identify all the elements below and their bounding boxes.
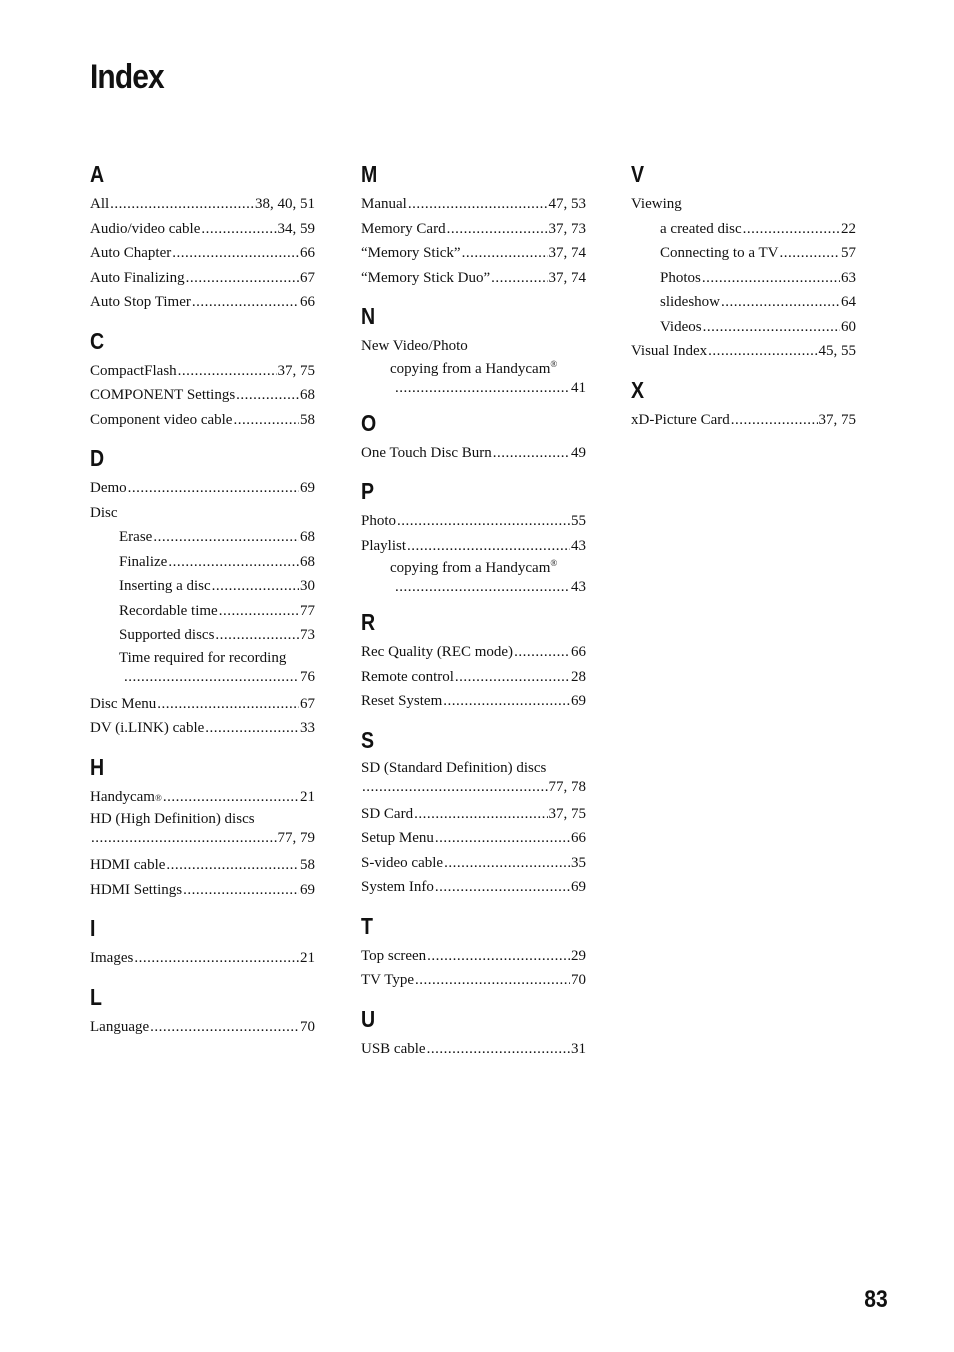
index-entry-pages-line	[90, 668, 315, 686]
index-column-1	[90, 160, 315, 1051]
index-entry	[361, 689, 586, 714]
entry-pages: 68	[300, 553, 315, 570]
entry-pages: 69	[300, 480, 315, 496]
dot-leader	[168, 550, 299, 575]
entry-label: Auto Chapter	[90, 245, 172, 261]
entry-label: CompactFlash	[90, 362, 177, 379]
dot-leader	[153, 525, 299, 550]
dot-leader	[447, 217, 548, 242]
dot-leader	[493, 441, 570, 466]
entry-pages: 30	[300, 578, 315, 594]
entry-label: Remote control	[361, 668, 454, 685]
dot-leader	[186, 266, 299, 291]
entry-pages: 66	[571, 644, 586, 660]
section-letter: I	[90, 915, 96, 941]
index-entry	[90, 1015, 315, 1040]
entry-label: Finalize	[119, 553, 168, 570]
entry-pages: 69	[571, 879, 586, 895]
index-entry	[90, 408, 315, 433]
index-entry	[90, 853, 315, 878]
index-entry	[361, 534, 586, 559]
index-entry	[90, 241, 315, 266]
index-entry	[90, 692, 315, 717]
index-entry-pages-line	[90, 829, 315, 847]
entry-label: xD-Picture Card	[631, 411, 730, 428]
index-entry	[90, 648, 315, 668]
entry-pages: 69	[300, 881, 315, 898]
index-entry	[90, 383, 315, 408]
dot-leader	[134, 946, 299, 971]
dot-leader	[435, 875, 570, 900]
dot-leader	[779, 241, 840, 266]
entry-label: All	[90, 196, 110, 212]
entry-label: USB cable	[361, 1040, 426, 1057]
entry-pages: 43	[571, 579, 586, 595]
dot-leader	[514, 640, 570, 665]
entry-pages: 60	[841, 318, 856, 335]
dot-leader	[395, 578, 570, 596]
dot-leader	[201, 217, 276, 242]
entry-label: Images	[90, 950, 134, 966]
index-entry	[631, 339, 856, 364]
dot-leader	[491, 266, 547, 291]
section-letter: V	[631, 161, 645, 187]
index-section-o	[361, 409, 586, 466]
entry-pages: 37, 75	[277, 362, 315, 379]
entry-pages: 28	[571, 668, 586, 685]
section-letter: S	[361, 726, 375, 753]
dot-leader	[91, 829, 277, 847]
entry-pages: 66	[300, 294, 315, 310]
entry-label: System Info	[361, 879, 434, 895]
entry-label: Audio/video cable	[90, 220, 201, 237]
index-entry-pages-line	[361, 778, 586, 796]
dot-leader	[183, 878, 299, 903]
entry-pages: 68	[300, 529, 315, 545]
index-section-d	[90, 444, 315, 741]
entry-pages: 66	[571, 830, 586, 846]
dot-leader	[703, 315, 840, 340]
dot-leader	[427, 944, 570, 969]
section-letter: C	[90, 327, 105, 354]
entry-label: Disc Menu	[90, 695, 157, 712]
dot-leader	[721, 290, 840, 315]
page-title: Index	[90, 58, 164, 96]
index-entry	[90, 623, 315, 648]
entry-label: Reset System	[361, 693, 443, 709]
dot-leader	[708, 339, 817, 364]
index-entry	[361, 509, 586, 534]
entry-label: Memory Card	[361, 220, 446, 237]
index-entry-pages-line	[361, 578, 586, 596]
entry-label: Photos	[660, 269, 701, 286]
dot-leader	[110, 192, 254, 217]
index-entry	[361, 441, 586, 466]
dot-leader	[743, 217, 840, 242]
index-entry	[90, 192, 315, 217]
index-entry	[361, 758, 586, 778]
entry-label: One Touch Disc Burn	[361, 444, 492, 461]
index-column-2	[361, 160, 586, 1073]
dot-leader	[163, 785, 299, 810]
entry-label: copying from a Handycam	[390, 360, 551, 377]
section-letter: O	[361, 409, 377, 436]
entry-pages: 66	[300, 245, 315, 261]
registered-mark: ®	[550, 558, 558, 568]
entry-pages: 58	[300, 411, 315, 428]
dot-leader	[166, 853, 299, 878]
dot-leader	[443, 689, 570, 714]
index-entry	[361, 266, 586, 291]
index-entry	[361, 241, 586, 266]
entry-pages: 35	[571, 854, 586, 871]
dot-leader	[192, 290, 299, 315]
index-entry	[90, 716, 315, 741]
index-section-s	[361, 726, 586, 900]
entry-pages: 38, 40, 51	[255, 196, 315, 212]
index-entry	[361, 968, 586, 993]
entry-pages: 67	[300, 269, 315, 286]
entry-pages: 33	[300, 720, 315, 736]
index-section-t	[361, 912, 586, 993]
section-letter: L	[90, 983, 102, 1010]
entry-pages: 76	[300, 668, 315, 685]
entry-pages: 70	[571, 972, 586, 988]
dot-leader	[212, 574, 299, 599]
index-entry	[90, 878, 315, 903]
dot-leader	[414, 802, 547, 827]
entry-label: HDMI cable	[90, 857, 166, 873]
index-entry	[631, 266, 856, 291]
index-section-i	[90, 914, 315, 971]
index-entry	[90, 217, 315, 242]
index-entry	[631, 408, 856, 433]
entry-label: Playlist	[361, 537, 407, 554]
registered-mark: ®	[550, 358, 558, 369]
index-section-v	[631, 160, 856, 364]
dot-leader	[455, 665, 570, 690]
index-column-3	[631, 160, 856, 444]
entry-pages: 58	[300, 857, 315, 873]
entry-label: Connecting to a TV	[660, 245, 779, 261]
entry-label: New Video/Photo	[361, 338, 468, 354]
entry-label: Visual Index	[631, 343, 708, 359]
index-entry	[90, 809, 315, 829]
dot-leader	[219, 599, 299, 624]
index-section-m	[361, 160, 586, 290]
entry-pages: 49	[571, 444, 586, 461]
entry-pages: 41	[571, 379, 586, 396]
page-number: 83	[864, 1286, 888, 1313]
index-entry	[361, 851, 586, 876]
entry-label: Disc	[90, 504, 118, 521]
entry-label: Handycam	[90, 788, 155, 805]
entry-pages: 55	[571, 513, 586, 529]
section-letter: A	[90, 161, 105, 187]
entry-pages: 77, 79	[277, 830, 315, 846]
entry-pages: 57	[841, 245, 856, 261]
entry-pages: 64	[841, 294, 856, 310]
entry-pages: 37, 73	[548, 220, 586, 237]
index-entry	[361, 334, 586, 359]
index-entry	[90, 550, 315, 575]
entry-label: “Memory Stick Duo”	[361, 269, 491, 286]
dot-leader	[395, 379, 570, 397]
index-section-r	[361, 608, 586, 714]
section-letter: M	[361, 161, 378, 187]
index-entry	[90, 476, 315, 501]
entry-label: Auto Finalizing	[90, 269, 185, 286]
dot-leader	[444, 851, 570, 876]
entry-pages: 21	[300, 788, 315, 805]
entry-pages: 63	[841, 269, 856, 286]
index-entry	[361, 640, 586, 665]
entry-label: DV (i.LINK) cable	[90, 720, 205, 736]
dot-leader	[150, 1015, 299, 1040]
dot-leader	[408, 192, 548, 217]
entry-pages: 77	[300, 602, 315, 619]
dot-leader	[233, 408, 299, 433]
dot-leader	[215, 623, 299, 648]
dot-leader	[415, 968, 570, 993]
index-entry	[361, 875, 586, 900]
section-letter: H	[90, 753, 105, 780]
entry-pages: 68	[300, 387, 315, 403]
entry-pages: 70	[300, 1018, 315, 1035]
entry-pages: 69	[571, 693, 586, 709]
entry-label: Recordable time	[119, 602, 218, 619]
index-entry	[361, 192, 586, 217]
index-entry	[90, 501, 315, 526]
entry-pages: 37, 74	[548, 245, 586, 261]
dot-leader	[435, 826, 570, 851]
index-entry	[90, 599, 315, 624]
index-entry	[631, 217, 856, 242]
dot-leader	[731, 408, 818, 433]
index-section-n	[361, 302, 586, 397]
entry-label: Setup Menu	[361, 830, 434, 846]
entry-label: copying from a Handycam	[390, 560, 551, 576]
entry-pages: 29	[571, 947, 586, 964]
index-entry	[90, 574, 315, 599]
section-letter: T	[361, 912, 373, 939]
section-letter: R	[361, 609, 376, 635]
entry-label: COMPONENT Settings	[90, 387, 236, 403]
entry-pages: 31	[571, 1040, 586, 1057]
section-letter: U	[361, 1005, 376, 1032]
entry-label: Top screen	[361, 947, 427, 964]
entry-label: Viewing	[631, 196, 682, 212]
index-entry	[361, 802, 586, 827]
entry-pages: 77, 78	[548, 778, 586, 795]
entry-label: Erase	[119, 529, 153, 545]
entry-label: SD Card	[361, 805, 414, 822]
index-entry	[361, 359, 586, 379]
section-letter: N	[361, 303, 376, 329]
index-entry	[361, 1037, 586, 1062]
index-entry	[631, 290, 856, 315]
index-entry	[361, 826, 586, 851]
entry-label: “Memory Stick”	[361, 245, 461, 261]
entry-label: Language	[90, 1018, 150, 1035]
entry-label: TV Type	[361, 972, 414, 988]
entry-label: Supported discs	[119, 627, 215, 643]
index-entry	[361, 665, 586, 690]
dot-leader	[702, 266, 840, 291]
section-letter: D	[90, 445, 105, 471]
entry-label: Videos	[660, 318, 702, 335]
entry-label: Time required for recording	[119, 649, 287, 666]
index-entry	[90, 290, 315, 315]
index-entry	[631, 315, 856, 340]
dot-leader	[462, 241, 548, 266]
entry-label: Rec Quality (REC mode)	[361, 644, 514, 660]
entry-label: Demo	[90, 480, 127, 496]
index-section-x	[631, 376, 856, 433]
dot-leader	[172, 241, 299, 266]
index-section-h	[90, 753, 315, 903]
entry-pages: 34, 59	[277, 220, 315, 237]
entry-pages: 73	[300, 627, 315, 643]
index-entry	[90, 359, 315, 384]
dot-leader	[205, 716, 299, 741]
dot-leader	[236, 383, 299, 408]
index-section-u	[361, 1005, 586, 1062]
index-entry	[631, 192, 856, 217]
entry-label: S-video cable	[361, 854, 444, 871]
dot-leader	[362, 778, 548, 796]
entry-label: slideshow	[660, 294, 720, 310]
index-entry: Handycam ® ..... 21	[90, 785, 315, 810]
entry-pages: 67	[300, 695, 315, 712]
entry-pages: 21	[300, 950, 315, 966]
entry-label: SD (Standard Definition) discs	[361, 759, 547, 776]
dot-leader	[397, 509, 570, 534]
entry-label: Component video cable	[90, 411, 233, 428]
index-entry	[361, 558, 586, 578]
section-letter: X	[631, 376, 645, 403]
dot-leader	[178, 359, 277, 384]
index-entry	[90, 266, 315, 291]
entry-pages: 37, 75	[548, 805, 586, 822]
index-entry	[90, 525, 315, 550]
entry-label: HD (High Definition) discs	[90, 811, 255, 827]
entry-label: Photo	[361, 513, 397, 529]
dot-leader	[407, 534, 570, 559]
index-section-c	[90, 327, 315, 433]
entry-label: a created disc	[660, 220, 742, 237]
index-entry	[631, 241, 856, 266]
entry-pages: 37, 74	[548, 269, 586, 286]
index-section-p	[361, 477, 586, 596]
index-entry	[90, 946, 315, 971]
entry-pages: 22	[841, 220, 856, 237]
section-letter: P	[361, 478, 375, 504]
entry-label: Auto Stop Timer	[90, 294, 191, 310]
entry-pages: 45, 55	[818, 343, 856, 359]
dot-leader	[427, 1037, 570, 1062]
dot-leader	[128, 476, 299, 501]
index-entry	[361, 217, 586, 242]
dot-leader	[157, 692, 299, 717]
index-section-l	[90, 983, 315, 1040]
entry-label: Inserting a disc	[119, 578, 211, 594]
entry-label: Manual	[361, 196, 407, 212]
index-entry-pages-line	[361, 379, 586, 397]
entry-pages: 43	[571, 537, 586, 554]
dot-leader	[124, 668, 299, 686]
entry-label: HDMI Settings	[90, 881, 183, 898]
entry-pages: 47, 53	[548, 196, 586, 212]
index-section-a	[90, 160, 315, 315]
entry-pages: 37, 75	[818, 411, 856, 428]
index-entry	[361, 944, 586, 969]
